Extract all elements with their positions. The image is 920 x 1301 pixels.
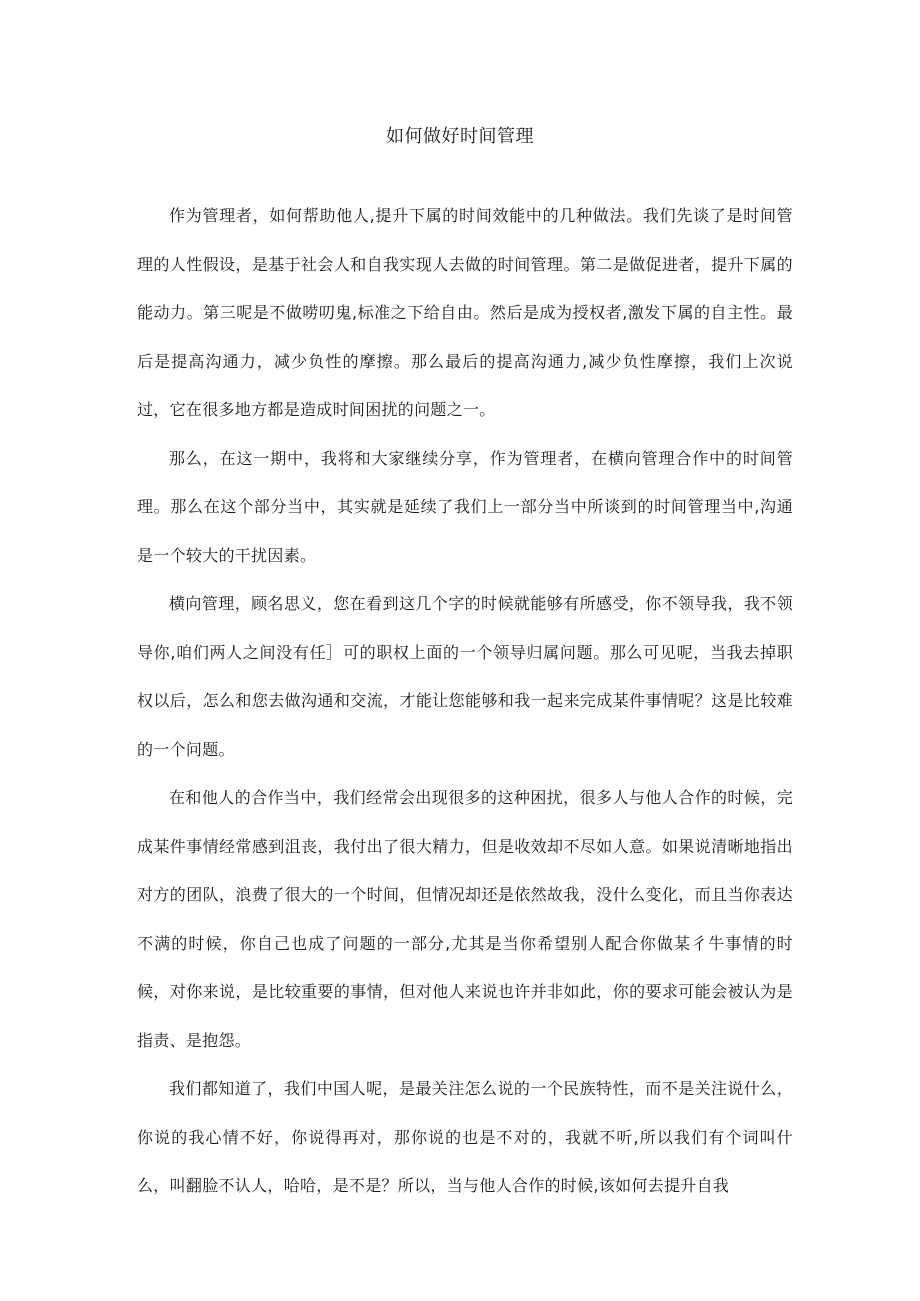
paragraph-1: 作为管理者，如何帮助他人,提升下属的时间效能中的几种做法。我们先谈了是时间管理的人性假设，是基于社会人和自我实现人去做的时间管理。第二是做促进者，提升下属的能动力。第三呢是不做唠叨鬼,标准之下给自由。然后是成为授权者,激发下属的自主性。最后是提高沟通力，减少负性的摩擦。那么最后的提高沟通力,减少负性摩擦，我们上次说过，它在很多地方都是造成时间困扰的问题之一。 <box>137 206 793 419</box>
document-title: 如何做好时间管理 <box>386 126 534 147</box>
paragraph-4: 在和他人的合作当中，我们经常会出现很多的这种困扰，很多人与他人合作的时候，完成某件事情经常感到沮丧，我付出了很大精力，但是收效却不尽如人意。如果说清晰地指出对方的团队，浪费了很大的一个时间，但情况却还是依然故我，没什么变化，而且当你表达不满的时候，你自己也成了问题的一部分,尤其是当你希望别人配合你做某彳牛事情的时候，对你来说，是比较重要的事情，但对他人来说也许并非如此，你的要求可能会被认为是指责、是抱怨。 <box>137 788 793 1050</box>
paragraph-3: 横向管理，顾名思义，您在看到这几个字的时候就能够有所感受，你不领导我，我不领导你,咱们两人之间没有任］可的职权上面的一个领导归属问题。那么可见呢，当我去掉职权以后，怎么和您去做沟通和交流，才能让您能够和我一起来完成某件事情呢？这是比较难的一个问题。 <box>137 594 793 759</box>
paragraph-5: 我们都知道了，我们中国人呢，是最关注怎么说的一个民族特性，而不是关注说什么，你说的我心情不好，你说得再对，那你说的也是不对的，我就不听,所以我们有个词叫什么，叫翻脸不认人，哈哈，是不是？所以，当与他人合作的时候,该如何去提升自我 <box>137 1079 793 1195</box>
document-body <box>137 192 793 1211</box>
paragraph-2: 那么，在这一期中，我将和大家继续分享，作为管理者，在横向管理合作中的时间管理。那么在这个部分当中，其实就是延续了我们上一部分当中所谈到的时间管理当中,沟通是一个较大的干扰因素。 <box>137 448 793 565</box>
